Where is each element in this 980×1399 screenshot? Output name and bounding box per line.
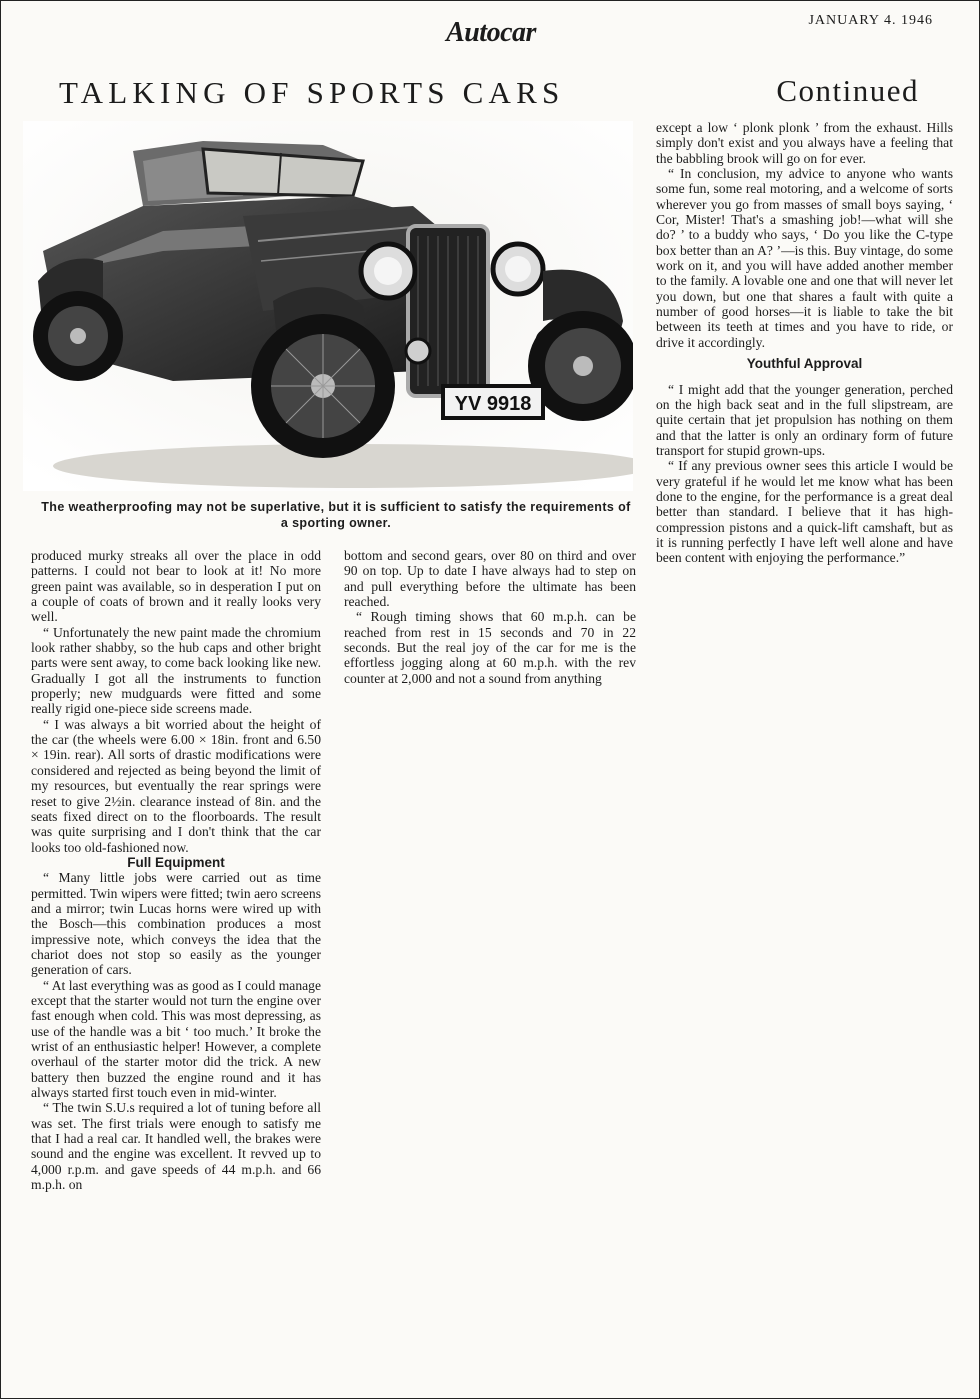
- paragraph: “ In conclusion, my advice to anyone who wants some fun, some real motoring, and a welcome of sorts wherever you go from masses of small boys saying, ‘ Cor, Mister! That's a smashing job!—what will she do? ’ to a buddy who says, ‘ Do you like the C-type box better than an A? ’—is this. Buy vintage, do some work on it, and you will have added another member to the family. A lovable one and one that will never let you down, but one that shares a fault with quite a number of good horses—it is liable to take the bit between its teeth at times and you have to ride, or drive it accordingly.: [656, 166, 953, 350]
- column-3: [656, 120, 953, 566]
- paragraph: “ At last everything was as good as I could manage except that the starter would not turn the engine over fast enough when cold. This was most depressing, as use of the handle was a bit ‘ too much.’ It broke the wrist of an enthusiastic helper! However, a complete overhaul of the starter motor did the trick. A new battery then buzzed the engine round and it has always started first touch even in mid-winter.: [31, 977, 321, 1101]
- paragraph: “ I was always a bit worried about the height of the car (the wheels were 6.00 × 18in. front and 6.50 × 19in. rear). All sorts of drastic modifications were considered and rejected as being beyond the limit of my resources, but eventually the rear springs were reset to give 2½in. clearance instead of 8in. and the seats fixed direct on to the floorboards. The result was quite surprising and I don't think that the car looks too old-fashioned now.: [31, 716, 321, 855]
- vintage-car-photo: [23, 121, 633, 491]
- number-plate: YV 9918: [454, 393, 532, 415]
- subheading-youthful-approval: Youthful Approval: [746, 356, 863, 372]
- issue-date: JANUARY 4. 1946: [808, 13, 933, 28]
- paragraph: “ The twin S.U.s required a lot of tuning before all was set. The first trials were enough to satisfy me that I had a real car. It handled well, the brakes were sound and the engine was excellent. It revved up to 4,000 r.p.m. and gave speeds of 44 m.p.h. and 66 m.p.h. on: [31, 1100, 321, 1193]
- column-2: [344, 548, 636, 686]
- masthead-logo: Autocar: [446, 17, 536, 48]
- article-headline: [59, 75, 929, 111]
- headline-continued: Continued: [776, 73, 919, 108]
- paragraph: “ Unfortunately the new paint made the chromium look rather shabby, so the hub caps and other bright parts were sent away, to come back looking like new. Gradually I got all the instruments to function properly; new mudguards were fitted and some really rigid one-piece side screens made.: [31, 624, 321, 717]
- column-1: [31, 548, 321, 1192]
- subheading-full-equipment: Full Equipment: [127, 854, 225, 870]
- paragraph: “ Many little jobs were carried out as time permitted. Twin wipers were fitted; twin aero screens and a mirror; twin Lucas horns were wired up with the Bosch—this combination produces a most impressive note, which conveys the idea that the chariot does not stop so easily as the younger generation of cars.: [31, 870, 321, 978]
- front-left-wheel: [251, 314, 395, 458]
- paragraph: “ If any previous owner sees this article I would be very grateful if he would let me know what has been done to the engine, for the performance is a great deal better than standard. I believe that it has high-compression pistons and a quick-lift camshaft, but as it is running perfectly I have left well alone and have been content with enjoying the performance.”: [656, 458, 953, 566]
- rear-wheel: [33, 291, 123, 381]
- paragraph: bottom and second gears, over 80 on third and over 90 on top. Up to date I have always had to step on and pull everything before the ultimate has been reached.: [344, 548, 636, 610]
- paragraph: “ I might add that the younger generation, perched on the high back seat and in the full slipstream, are quite certain that jet propulsion has nothing on them and that the latter is only an ordinary form of future transport for stupid grown-ups.: [656, 381, 953, 458]
- headline-title: TALKING OF SPORTS CARS: [59, 75, 565, 110]
- paragraph: except a low ‘ plonk plonk ’ from the exhaust. Hills simply don't exist and you always have a feeling that the babbling brook will go on for ever.: [656, 120, 953, 166]
- paragraph: “ Rough timing shows that 60 m.p.h. can be reached from rest in 15 seconds and 70 in 22 seconds. But the real joy of the car for me is the effortless jogging along at 60 m.p.h. with the rev counter at 2,000 and not a sound from anything: [344, 609, 636, 686]
- paragraph: produced murky streaks all over the place in odd patterns. I could not bear to look at it! No more green paint was available, so in desperation I put on a couple of coats of brown and it really looks very well.: [31, 548, 321, 625]
- photo-caption: The weatherproofing may not be superlative, but it is sufficient to satisfy the requirements of a sporting owner.: [41, 500, 631, 530]
